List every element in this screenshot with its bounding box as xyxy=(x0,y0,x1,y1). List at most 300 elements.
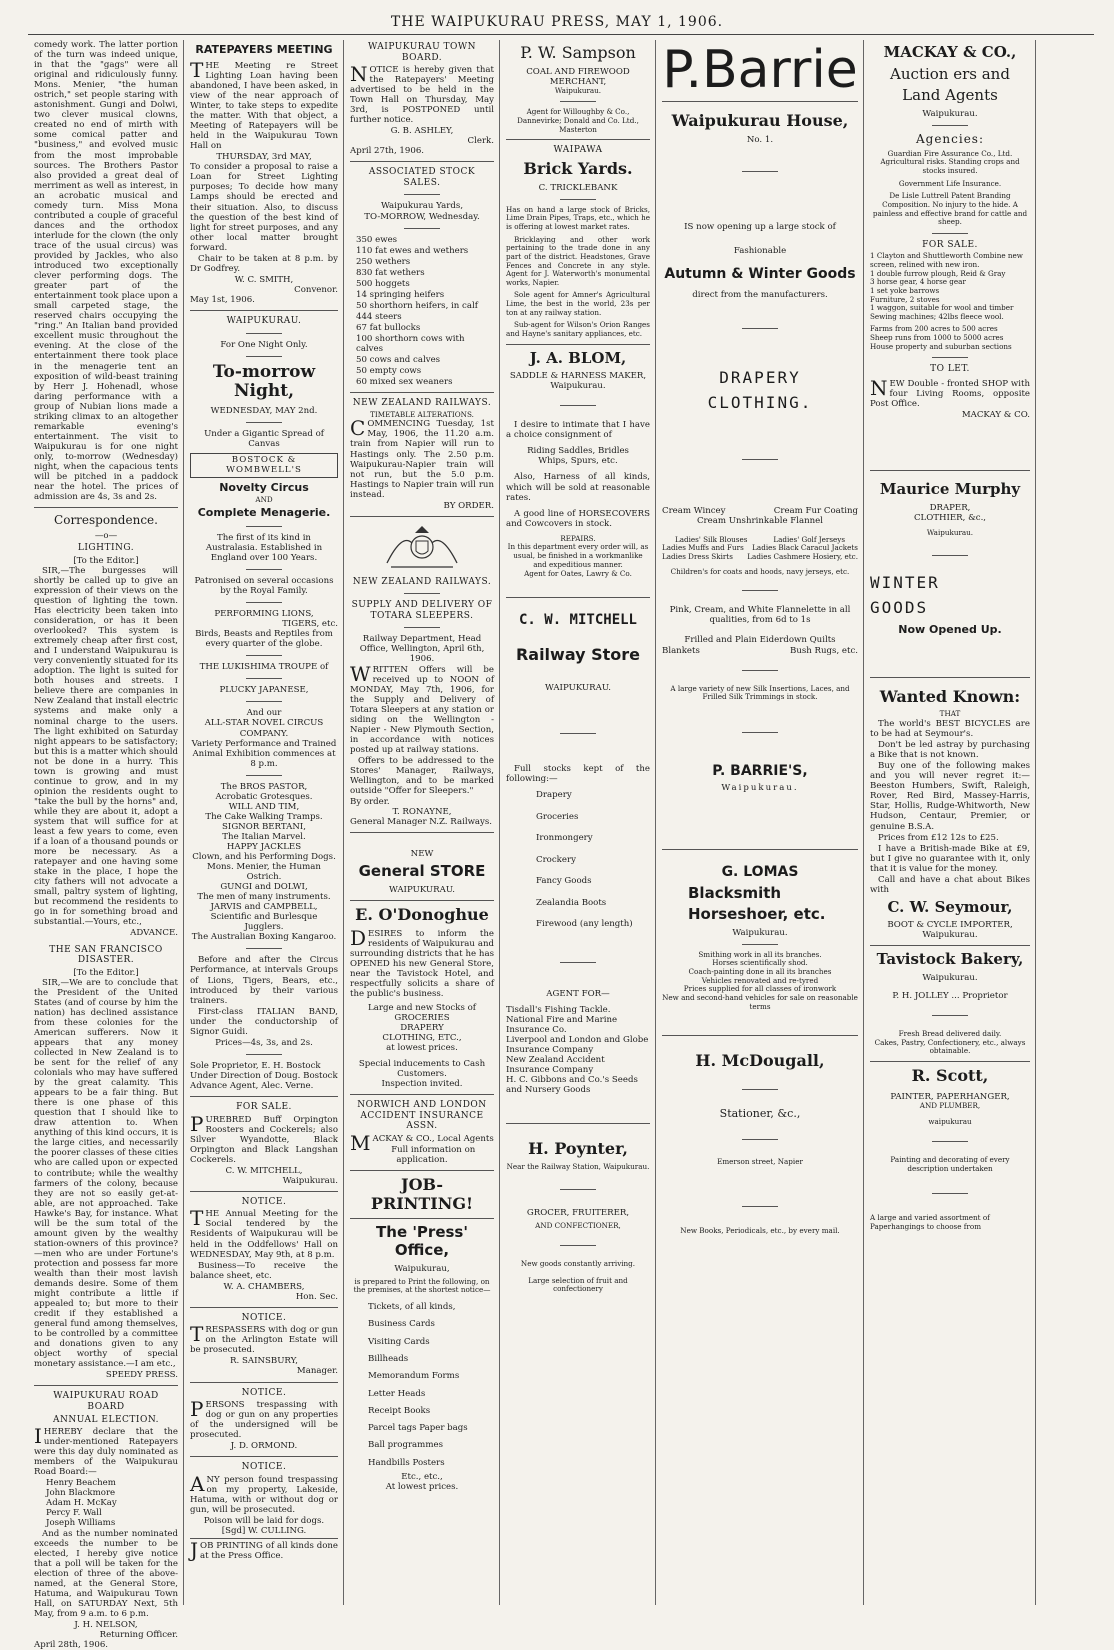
barrie-children: Children's for coats and hoods, navy jerseys, etc. xyxy=(670,566,850,576)
poynter-location: Near the Railway Station, Waipukurau. xyxy=(506,1161,650,1171)
road-date: April 28th, 1906. xyxy=(34,1640,109,1650)
act: Scientific and Burlesque Jugglers. xyxy=(210,912,318,933)
notice-2-heading: NOTICE. xyxy=(241,1312,287,1323)
column-6 xyxy=(866,40,1036,1605)
blom-town: Waipukurau. xyxy=(550,381,606,392)
press-item: Billheads xyxy=(368,1353,409,1364)
agent-items xyxy=(506,1005,650,1095)
waipawa-heading: WAIPAWA xyxy=(553,145,603,156)
ratepayers-chair: Chair to be taken at 8 p.m. by Dr Godfrey. xyxy=(190,253,338,274)
wanted-para: Don't be led astray by purchasing a Bike that is not known. xyxy=(870,740,1030,761)
stock-item: 50 shorthorn heifers, in calf xyxy=(356,300,478,311)
press-low: At lowest prices. xyxy=(385,1482,459,1493)
stock-item: 50 cows and calves xyxy=(356,355,441,366)
notice-4-poison: Poison will be laid for dogs. xyxy=(203,1515,325,1526)
murphy-town: Waipukurau. xyxy=(926,527,974,537)
lighting-signature: ADVANCE. xyxy=(130,928,178,939)
murphy-name: Maurice Murphy xyxy=(879,480,1021,499)
stock-item: 444 steers xyxy=(356,311,402,322)
notice-1-signature: W. A. CHAMBERS, xyxy=(223,1281,305,1292)
ratepayers-signature-title: Convenor. xyxy=(294,284,338,295)
act: The men of many instruments. xyxy=(197,892,331,903)
murphy-winter: WINTER xyxy=(870,573,940,593)
circus-troupe: THE LUKISHIMA TROUPE of xyxy=(199,662,329,673)
mitchell-item: Groceries xyxy=(536,811,579,822)
barries-town: Waipukurau. xyxy=(721,783,799,794)
circus-bostock: BOSTOCK & WOMBWELL'S xyxy=(190,453,338,477)
norwich-heading: NORWICH AND LONDON ACCIDENT INSURANCE ASSN. xyxy=(357,1100,487,1132)
to-editor: [To the Editor.] xyxy=(73,555,139,566)
town-board-body: NOTICE is hereby given that the Ratepayers' Meeting advertised to be held in the Town Hall on Thursday, May 3rd, is POSTPONED until further notice. xyxy=(350,62,494,126)
barrie-fashionable: Fashionable xyxy=(733,245,787,256)
mitchell-item: Firewood (any length) xyxy=(536,919,633,930)
mitchell-item: Zealandia Boots xyxy=(536,897,607,908)
stock-item: 67 fat bullocks xyxy=(356,322,421,333)
press-item: Visiting Cards xyxy=(368,1336,430,1347)
sale-signature-2: Waipukurau. xyxy=(282,1175,338,1186)
road-board-body: IHEREBY declare that the under-mentioned Ratepayers were this day duly nominated as members of the Waipukurau Road Board:— xyxy=(34,1424,178,1478)
sale-item: 1 Clayton and Shuttleworth Combine new screen, relined with new iron. xyxy=(870,251,1023,269)
press-item: Letter Heads xyxy=(368,1388,426,1399)
notice-1-body: THE Annual Meeting for the Social tendered by the Residents of Waipukurau will be held in the Oddfellows' Hall on WEDNESDAY, May 9th, at 8 p.m. xyxy=(190,1206,338,1260)
railways-order: BY ORDER. xyxy=(443,500,494,511)
notice-3-heading: NOTICE. xyxy=(241,1387,287,1398)
circus-allstar: ALL-STAR NOVEL CIRCUS COMPANY. xyxy=(204,718,324,739)
lomas-town: Waipukurau. xyxy=(732,927,788,938)
press-town: Waipukurau, xyxy=(394,1263,450,1274)
press-item: Handbills Posters xyxy=(368,1457,445,1468)
mcdougall-stationer: Stationer, &c., xyxy=(719,1106,801,1120)
barrie-direct: direct from the manufacturers. xyxy=(692,290,828,301)
column-5 xyxy=(658,40,864,1605)
tricklebank-body-3: Sole agent for Amner's Agricultural Lime, the best in the world, 23s per ton at any railway station. xyxy=(506,290,650,317)
lomas-item: Vehicles renovated and re-tyred xyxy=(701,975,819,985)
barrie-clothing: CLOTHING. xyxy=(707,393,813,412)
act: The BROS PASTOR, xyxy=(220,781,308,792)
stock-item: 60 mixed sex weaners xyxy=(356,377,453,388)
totara-by: By order. xyxy=(350,797,390,808)
tavistock-town: Waipukurau. xyxy=(922,973,978,984)
tricklebank-name: C. TRICKLEBANK xyxy=(538,182,618,193)
mackay-farms xyxy=(870,325,1030,351)
circus-lions: PERFORMING LIONS, xyxy=(214,609,314,620)
barrie-row-4 xyxy=(662,553,858,562)
railways-heading: NEW ZEALAND RAILWAYS. xyxy=(352,398,492,409)
mitchell-name: C. W. MITCHELL xyxy=(518,611,637,628)
circus-and: AND xyxy=(255,495,273,505)
blom-horsecovers: A good line of HORSECOVERS and Cowcovers in stock. xyxy=(506,508,650,529)
ratepayers-date: THURSDAY, 3rd MAY, xyxy=(216,152,312,163)
circus-band: First-class ITALIAN BAND, under the conductorship of Signor Guidi. xyxy=(190,1006,338,1037)
barrie-flannelette: Pink, Cream, and White Flannelette in all qualities, from 6d to 1s xyxy=(669,605,851,626)
stock-when: TO-MORROW, Wednesday. xyxy=(364,211,480,222)
nominee: Henry Beachem xyxy=(46,1478,116,1489)
scott-town: waipukurau xyxy=(928,1117,972,1127)
sampson-name: P. W. Sampson xyxy=(520,43,636,62)
circus-tomorrow: To-morrow Night, xyxy=(212,361,316,402)
tavistock-name: Tavistock Bakery, xyxy=(876,950,1024,969)
totara-dept: Railway Department, Head Office, Wellington, April 6th, 1906. xyxy=(359,634,485,665)
totara-signature-2: General Manager N.Z. Railways. xyxy=(350,817,493,828)
column-3 xyxy=(346,40,500,1605)
circus-birds: Birds, Beasts and Reptiles from every quarter of the globe. xyxy=(195,629,333,650)
blom-trade: SADDLE & HARNESS MAKER, xyxy=(509,371,647,382)
to-let-heading: TO LET. xyxy=(930,364,970,375)
farm-item: Sheep runs from 1000 to 5000 acres xyxy=(870,333,1004,343)
wanted-para: The world's BEST BICYCLES are to be had at Seymour's. xyxy=(870,719,1030,740)
press-items xyxy=(350,1299,494,1471)
agent-item: Liverpool and London and Globe Insurance Company xyxy=(506,1034,649,1055)
press-item: Memorandum Forms xyxy=(368,1371,460,1382)
mackay-agencies: Agencies: xyxy=(915,131,985,146)
barrie-eiderdown: Frilled and Plain Eiderdown Quilts xyxy=(684,635,836,646)
odonoghue-body: DESIRES to inform the residents of Waipukurau and surrounding districts that he has OPENED his new General Store, near the Tavistock Hotel, and respectfully solicits a share of the public's business. xyxy=(350,925,494,999)
sampson-town: Waipukurau. xyxy=(554,85,602,95)
notice-4-body: ANY person found trespassing on my property, Lakeside, Hatuma, with or without dog or gun, will be prosecuted. xyxy=(190,1471,338,1515)
barrie-wincey: Cream Wincey xyxy=(662,505,726,516)
circus-date: WEDNESDAY, MAY 2nd. xyxy=(210,406,318,417)
totara-body: WRITTEN Offers will be received up to NOON of MONDAY, May 7th, 1906, for the Supply and Delivery of Totara Sleepers at any station or siding on the Wellington - Napier - New Plymouth Section, in accordance with notices posted up at railway stations. xyxy=(350,661,494,755)
circus-plucky: PLUCKY JAPANESE, xyxy=(219,685,309,696)
lomas-item: Smithing work in all its branches. xyxy=(698,949,822,959)
murphy-draper: DRAPER, xyxy=(929,502,971,513)
act: SIGNOR BERTANI, xyxy=(222,821,306,832)
tavistock-cakes: Cakes, Pastry, Confectionery, etc., always obtainable. xyxy=(874,1037,1026,1056)
sale-item: 1 set yoke barrows xyxy=(870,285,940,295)
blom-agent: Agent for Oates, Lawry & Co. xyxy=(524,569,632,579)
circus-novelty: Novelty Circus xyxy=(219,480,309,494)
stock-list xyxy=(350,235,494,388)
blom-name: J. A. BLOM, xyxy=(529,348,627,367)
act: Acrobatic Grotesques. xyxy=(215,791,313,802)
barrie-cashmere: Ladies Cashmere Hosiery, etc. xyxy=(747,552,858,562)
barries-name: P. BARRIE'S, xyxy=(712,762,808,779)
totara-heading: SUPPLY AND DELIVERY OF TOTARA SLEEPERS. xyxy=(351,600,493,621)
notice-1-signature-2: Hon. Sec. xyxy=(295,1291,338,1302)
circus-one-night: For One Night Only. xyxy=(220,339,308,350)
lomas-item: Prices supplied for all classes of ironwork xyxy=(683,984,837,994)
agent-for: AGENT FOR— xyxy=(546,988,610,999)
barrie-caracul: Ladies Black Caracul Jackets xyxy=(752,543,858,553)
sale-item: 1 waggon, suitable for wool and timber xyxy=(870,303,1014,313)
mackay-town: Waipukurau. xyxy=(922,108,978,119)
sampson-agent: Agent for Willoughby & Co., Dannevirke; Donald and Co. Ltd., Masterton xyxy=(517,107,639,134)
wanted-para: I have a British-made Bike at £9, but I give no guarantee with it, only that it is value for the money. xyxy=(870,843,1030,874)
circus-prop: Sole Proprietor, E. H. Bostock xyxy=(190,1060,321,1071)
barrie-golf: Ladies' Golf Jerseys xyxy=(773,534,846,544)
road-signature: J. H. NELSON, xyxy=(74,1619,138,1630)
lomas-items xyxy=(662,951,858,1011)
barrie-logo: P.Barrie xyxy=(662,40,858,100)
barrie-autumn: Autumn & Winter Goods xyxy=(664,265,856,282)
brick-yards-heading: Brick Yards. xyxy=(523,158,633,178)
job-printing-notice: JOB PRINTING of all kinds done at the Press Office. xyxy=(190,1538,338,1563)
ratepayers-body: THE Meeting re Street Lighting Loan having been abandoned, I have been asked, in view of the near approach of Winter, to take steps to expedite the matter. With that object, a Meeting of Ratepayers will be held in the Waipukurau Town Hall on xyxy=(190,57,338,152)
seymour-name: C. W. Seymour, xyxy=(887,897,1013,916)
town-board-signature: G. B. ASHLEY, xyxy=(390,126,454,137)
farm-item: House property and suburban sections xyxy=(870,341,1012,351)
sampson-coal: COAL AND FIREWOOD xyxy=(526,66,630,77)
scott-assortment: A large and varied assortment of Paperhangings to choose from xyxy=(870,1213,990,1232)
barrie-flannel: Cream Unshrinkable Flannel xyxy=(696,515,824,526)
scott-name: R. Scott, xyxy=(911,1066,989,1086)
sale-item: Furniture, 2 stoves xyxy=(870,294,940,304)
norwich-body: MACKAY & CO., Local Agents xyxy=(350,1130,494,1155)
sale-item: 3 horse gear, 4 horse gear xyxy=(870,277,966,287)
notice-4-heading: NOTICE. xyxy=(241,1462,287,1473)
press-prep: is prepared to Print the following, on the premises, at the shortest notice— xyxy=(353,1276,491,1295)
mackay-govt: Government Life Insurance. xyxy=(898,178,1002,188)
circus-acts xyxy=(190,782,338,943)
stock-item: 110 fat ewes and wethers xyxy=(356,245,469,256)
ratepayers-heading: RATEPAYERS MEETING xyxy=(195,43,333,56)
mackay-land: Land Agents xyxy=(902,86,998,105)
mcdougall-books: New Books, Periodicals, etc., by every mail. xyxy=(680,1226,840,1236)
lomas-blacksmith: Blacksmith xyxy=(688,883,782,902)
mitchell-item: Crockery xyxy=(536,854,576,865)
odonoghue-name: E. O'Donoghue xyxy=(355,904,489,924)
circus-review: comedy work. The latter portion of the turn was indeed unique, in that the "gags" were all original and ridiculously funny. Mons. Menier, "the human ostrich," set people staring with astonishment. Gungi and Dolwi, two clever musical clowns, created no end of mirth with some comical patter and "business," and evolved music from the most improbable sources. The Brothers Pastor also provided a great deal of merriment as well as interest, in an acrobatic musical and comedy turn. Miss Mona contributed a couple of graceful dances and the orthodox interlude for the clown (the only trace of the usual circus) was provided by Jackles, who also introduced two exceptionally clever performing dogs. The greater part of the entertainment took place upon a small carpeted stage, the reserved chairs occupying the "ring." An Italian band provided excellent music throughout the evening. At the close of the entertainment there took place in the menagerie tent an exposition of wild-beast training by Herr J. Hohenadl, whose daring performance with a group of Nubian lions made a striking climax to an altogether remarkable evening's entertainment. The visit to Waipukurau is for one night only, to-morrow (Wednesday) night, when the capacious tents will be pitched in a paddock near the hotel. The prices of admission are 4s, 3s and 2s. xyxy=(34,40,178,503)
act: Mons. Menier, the Human Ostrich. xyxy=(207,862,321,883)
mitchell-item: Fancy Goods xyxy=(536,876,592,887)
agent-item: New Zealand Accident Insurance Company xyxy=(506,1054,605,1075)
stock-yards: Waipukurau Yards, xyxy=(380,201,464,212)
stock-item: 350 ewes xyxy=(356,234,398,245)
act: JARVIS and CAMPBELL, xyxy=(210,902,318,913)
wanted-para: Prices from £12 12s to £25. xyxy=(878,832,999,843)
stock-item: 100 shorthorn cows with calves xyxy=(356,334,465,355)
seymour-town: Waipukurau. xyxy=(922,930,978,941)
barrie-bush: Bush Rugs, etc. xyxy=(790,645,858,656)
wanted-that: THAT xyxy=(939,709,961,719)
sampson-merchant: MERCHANT, xyxy=(549,76,607,87)
barrie-blankets: Blankets xyxy=(662,645,700,656)
circus-first: The first of its kind in Australasia. Established in England over 100 Years. xyxy=(205,532,323,563)
notice-2-signature-2: Manager. xyxy=(296,1366,338,1377)
act: Clown, and his Performing Dogs. xyxy=(192,852,336,863)
act: The Italian Marvel. xyxy=(222,831,306,842)
circus-town: WAIPUKURAU. xyxy=(226,315,302,326)
town-board-heading: WAIPUKURAU TOWN BOARD. xyxy=(367,42,477,63)
totara-signature: T. RONAYNE, xyxy=(392,807,452,818)
notice-1-heading: NOTICE. xyxy=(241,1196,287,1207)
poynter-name: H. Poynter, xyxy=(528,1138,628,1158)
road-board-subheading: ANNUAL ELECTION. xyxy=(53,1414,159,1425)
sf-signature: SPEEDY PRESS. xyxy=(105,1370,178,1381)
notice-2-signature: R. SAINSBURY, xyxy=(230,1356,298,1367)
scott-painting: Painting and decorating of every description undertaken xyxy=(890,1155,1010,1173)
blom-body: I desire to intimate that I have a choice consignment of xyxy=(506,420,650,441)
barrie-skirts: Ladies Dress Skirts xyxy=(662,552,733,562)
blom-item: Whips, Spurs, etc. xyxy=(538,456,618,467)
odonoghue-item: DRAPERY xyxy=(400,1023,444,1034)
press-item: Business Cards xyxy=(368,1319,435,1330)
general-store-town: WAIPUKURAU. xyxy=(388,884,456,895)
agent-item: H. C. Gibbons and Co.'s Seeds and Nursery Goods xyxy=(506,1074,638,1095)
lomas-item: Horses scientifically shod. xyxy=(712,958,808,968)
poynter-trade: GROCER, FRUITERER, xyxy=(526,1208,630,1219)
barrie-row-1 xyxy=(662,506,858,516)
poynter-selection: Large selection of fruit and confectionery xyxy=(528,1275,628,1294)
tricklebank-body-2: Bricklaying and other work pertaining to the trade done in any part of the district. Headstones, Grave Fences and Concrete in any style. Agent for J. Waterworth's monumental works, Napier. xyxy=(506,234,650,287)
press-item: Tickets, of all kinds, xyxy=(368,1301,456,1312)
seymour-trade: BOOT & CYCLE IMPORTER, xyxy=(887,920,1013,931)
stock-item: 830 fat wethers xyxy=(356,267,425,278)
ratepayers-body-2: To consider a proposal to raise a Loan for Street Lighting purposes; To decide how many Lamps should be erected and their situation. Also, to discuss the question of the best kind of light for street purposes, and any other local matter brought forward. xyxy=(190,162,338,253)
nominee: Joseph Williams xyxy=(46,1518,116,1529)
notice-3-body: PERSONS trespassing with dog or gun on any properties of the undersigned will be prosecuted. xyxy=(190,1397,338,1441)
stock-item: 14 springing heifers xyxy=(356,289,445,300)
mitchell-items xyxy=(506,785,650,935)
barrie-silk-blouses: Ladies' Silk Blouses xyxy=(674,534,748,544)
railways-2-heading: NEW ZEALAND RAILWAYS. xyxy=(352,576,492,587)
press-item: Receipt Books xyxy=(368,1405,431,1416)
act: HAPPY JACKLES xyxy=(226,841,302,852)
agent-item: Tisdall's Fishing Tackle. xyxy=(506,1004,611,1015)
masthead-rule xyxy=(28,34,1094,35)
poynter-trade-2: AND CONFECTIONER, xyxy=(535,1221,621,1231)
mitchell-town: WAIPUKURAU. xyxy=(544,682,612,693)
barrie-drapery: DRAPERY xyxy=(719,368,801,388)
column-4 xyxy=(502,40,656,1605)
circus-canvas: Under a Gigantic Spread of Canvas xyxy=(204,429,324,450)
road-board-heading: WAIPUKURAU ROAD BOARD xyxy=(53,1391,159,1412)
odonoghue-low: at lowest prices. xyxy=(386,1043,458,1054)
sale-signature: C. W. MITCHELL, xyxy=(225,1165,303,1176)
circus-patron: Patronised on several occasions by the Royal Family. xyxy=(194,576,334,597)
town-board-signature-2: Clerk. xyxy=(467,136,494,147)
lighting-letter: SIR,—The burgesses will shortly be called up to give an expression of their views on the question of lighting the town. Has electricity been taken into consideration, or has it been overlooked? This system is extremely cheap after first cost, and I understand Waipukurau is very conveniently situated for its adoption. The light is suited for both houses and streets. I believe there are companies in New Zealand that install electric systems and make only a nominal charge to the users. The light exhibited on Saturday night appears to be satisfactory; but this is a matter which should not be done in a hurry. This town is growing and must continue to grow, and in my opinion the residents ought to "take the bull by the horns" and, while they are about it, adopt a system that will suffice for at least a few years to come, even if a loan of a thousand pounds or more be necessary. As a ratepayer and one having some stake in the place, I hope the city fathers will not advocate a small, paltry system of lighting, but recommend the residents to go in for something broad and substantial.—Yours, etc., xyxy=(34,565,178,928)
to-editor-2: [To the Editor.] xyxy=(73,967,139,978)
lomas-item: New and second-hand vehicles for sale on reasonable terms xyxy=(662,992,858,1011)
mitchell-item: Ironmongery xyxy=(536,833,593,844)
odonoghue-special: Special inducements to Cash Customers. xyxy=(358,1059,486,1080)
circus-direction: Under Direction of Doug. Bostock xyxy=(190,1070,338,1081)
lomas-horseshoer: Horseshoer, etc. xyxy=(688,905,826,924)
sale-heading: FOR SALE. xyxy=(236,1102,292,1112)
blom-harness: Also, Harness of all kinds, which will be sold at reasonable rates. xyxy=(506,472,650,503)
railways-body: COMMENCING Tuesday, 1st May, 1906, the 11.20 a.m. train from Napier will run to Hastings only. The 2.50 p.m. Waipukurau-Napier train will not run, but the 5.0 p.m. Hastings to Napier train will run instead. xyxy=(350,416,494,500)
barrie-no: No. 1. xyxy=(746,134,774,145)
stock-item: 250 wethers xyxy=(356,256,411,267)
masthead: THE WAIPUKURAU PRESS, MAY 1, 1906. xyxy=(390,14,724,30)
circus-menagerie: Complete Menagerie. xyxy=(197,506,331,520)
murphy-clothier: CLOTHIER, &c., xyxy=(913,512,987,523)
repairs-heading: REPAIRS. xyxy=(560,533,596,543)
mcdougall-name: H. McDougall, xyxy=(695,1051,825,1071)
circus-advance: Advance Agent, Alec. Verne. xyxy=(190,1080,314,1091)
stock-item: 50 empty cows xyxy=(356,366,422,377)
nominee: John Blackmore xyxy=(46,1488,116,1499)
sale-item: 1 double furrow plough, Reid & Gray xyxy=(870,268,1006,278)
road-board-body-2: And as the number nominated exceeds the number to be elected, I hereby give notice that a poll will be taken for the election of three of the above-named, at the General Store, Hatuma, and Waipukurau Town Hall, on SATURDAY Next, 5th May, from 9 a.m. to 6 p.m. xyxy=(34,1528,178,1619)
tricklebank-body: Has on hand a large stock of Bricks, Lime Drain Pipes, Traps, etc., which he is offering at lowest market rates. xyxy=(506,204,650,231)
act: The Cake Walking Tramps. xyxy=(205,811,323,822)
lomas-item: Coach-painting done in all its branches xyxy=(688,967,832,977)
totara-body-2: Offers to be addressed to the Stores' Manager, Railways, Wellington, and to be marked outside "Offer for Sleepers." xyxy=(350,755,494,797)
norwich-info: Full information on application. xyxy=(391,1144,476,1165)
to-let-signature: MACKAY & CO. xyxy=(961,410,1030,421)
circus-tigers: TIGERS, etc. xyxy=(282,619,338,630)
mackay-auction: Auction ers and xyxy=(890,64,1010,83)
scott-trade: PAINTER, PAPERHANGER, xyxy=(890,1091,1010,1102)
wanted-known: Wanted Known: xyxy=(879,686,1021,706)
press-item: Ball programmes xyxy=(368,1440,443,1451)
mackay-guardian: Guardian Fire Assurance Co., Ltd. Agricultural risks. Standing crops and stocks insured. xyxy=(880,148,1020,175)
wanted-para: Buy one of the following makes and you will never regret it:— Beeston Humbers, Swift, Raleigh, Rover, Red Bird, Massey-Harris, Star, Hollis, Rudge-Whitworth, New Hudson, Centaur, Premier, or genuine B.S.A. xyxy=(870,761,1030,832)
odonoghue-item: GROCERIES xyxy=(394,1012,450,1023)
sale-item: Sewing machines; 42lbs fleece wool. xyxy=(870,311,1004,321)
nominee-list xyxy=(34,1478,178,1528)
mitchell-full-stocks: Full stocks kept of the following:— xyxy=(506,764,650,785)
coat-of-arms-icon xyxy=(377,523,467,571)
mackay-name: MACKAY & CO., xyxy=(883,43,1017,61)
sf-heading: THE SAN FRANCISCO DISASTER. xyxy=(49,944,163,966)
new-label: NEW xyxy=(410,849,434,860)
mackay-sale-items xyxy=(870,252,1030,321)
ratepayers-dated: May 1st, 1906. xyxy=(190,294,255,305)
circus-variety: Variety Performance and Trained Animal Exhibition commences at 8 p.m. xyxy=(191,738,337,769)
notice-2-body: TRESPASSERS with dog or gun on the Arlington Estate will be prosecuted. xyxy=(190,1322,338,1356)
sf-letter: SIR,—We are to conclude that the President of the United States (and of course by him the nation) has declined assistance from these colonies for the American sufferers. Now it appears that any money collected in New Zealand is to be sent for the relief of any colonials who may have suffered by the great calamity. This appears to be a fair thing. But there is one phase of this question that I should like to draw attention to. When anything of this kind occurs, it is the large cities, and necessarily the poorer classes of these cities who are called upon or expected to contribute; while the wealthy farmers of the colony, because they are not so easily get-at-able, are not approached. Take Hawke's Bay, for instance. What will be the sum total of the amount given by the wealthy station-owners of this province?—men who are under Fortune's protection and possess far more wealth than their most lavish demands desire. Some of them might contribute a little if appealed to; but more to their credit if they established a general fund among themselves, to be controlled by a committee and donations given to any object worthy of special monetary assistance.—I am etc., xyxy=(34,977,178,1370)
to-let-body: NEW Double - fronted SHOP with four Living Rooms, opposite Post Office. xyxy=(870,375,1030,410)
notice-3-signature: J. D. ORMOND. xyxy=(230,1441,298,1452)
farm-item: Farms from 200 acres to 500 acres xyxy=(870,324,998,334)
road-signature-title: Returning Officer. xyxy=(99,1629,178,1640)
tricklebank-body-4: Sub-agent for Wilson's Orion Ranges and Hayne's sanitary appliances, etc. xyxy=(506,320,650,338)
town-board-date: April 27th, 1906. xyxy=(350,146,425,157)
barrie-fur: Cream Fur Coating xyxy=(773,505,858,516)
column-1 xyxy=(30,40,184,1650)
nominee: Percy F. Wall xyxy=(46,1508,102,1519)
separator: —o— xyxy=(94,531,118,542)
odonoghue-inspect: Inspection invited. xyxy=(381,1079,463,1090)
sale-body: PUREBRED Buff Orpington Roosters and Cockerels; also Silver Wyandotte, Black Orpington and Black Langshan Cockerels. xyxy=(190,1111,338,1165)
column-2 xyxy=(186,40,344,1605)
odonoghue-stock: Large and new Stocks of xyxy=(368,1002,476,1013)
mackay-delisle: De Lisle Luttrell Patent Branding Composition. No injury to the hide. A painless and effective brand for cattle and sheep. xyxy=(872,191,1028,227)
notice-1-business: Business—To receive the balance sheet, etc. xyxy=(190,1260,338,1281)
scott-trade-2: AND PLUMBER, xyxy=(919,1100,981,1110)
railway-store: Railway Store xyxy=(515,645,641,665)
tavistock-bread: Fresh Bread delivered daily. xyxy=(898,1029,1002,1039)
act: The Australian Boxing Kangaroo. xyxy=(191,932,337,943)
murphy-opened: Now Opened Up. xyxy=(898,622,1002,636)
press-office: The 'Press' Office, xyxy=(376,1223,468,1259)
barrie-silk-insertions: A large variety of new Silk Insertions, Laces, and Frilled Silk Trimmings in stock. xyxy=(670,683,850,702)
act: WILL AND TIM, xyxy=(228,801,300,812)
circus-before: Before and after the Circus Performance, at intervals Groups of Lions, Tigers, Bears, etc., introduced by their various trainers. xyxy=(190,955,338,1006)
railways-alterations: TIMETABLE ALTERATIONS. xyxy=(370,409,474,419)
job-printing-heading: JOB-PRINTING! xyxy=(370,1175,474,1213)
press-item: Parcel tags Paper bags xyxy=(368,1423,468,1434)
barrie-muffs: Ladies Muffs and Furs xyxy=(662,543,744,553)
barrie-house: Waipukurau House, xyxy=(671,111,849,130)
stock-sales-heading: ASSOCIATED STOCK SALES. xyxy=(368,167,476,188)
barrie-opening: IS now opening up a large stock of xyxy=(684,221,836,232)
tavistock-proprietor: P. H. JOLLEY ... Proprietor xyxy=(892,991,1008,1002)
mitchell-item: Drapery xyxy=(536,790,572,801)
murphy-goods: GOODS xyxy=(870,598,929,618)
mcdougall-address: Emerson street, Napier xyxy=(717,1156,803,1166)
lomas-name: G. LOMAS xyxy=(721,864,799,881)
repairs-body: In this department every order will, as usual, be finished in a workmanlike and expeditious manner. xyxy=(507,542,649,569)
mackay-for-sale: FOR SALE. xyxy=(922,239,978,250)
general-store-heading: General STORE xyxy=(358,862,486,881)
press-etc: Etc., etc., xyxy=(401,1472,443,1483)
stock-item: 500 hoggets xyxy=(356,278,410,289)
ratepayers-signature: W. C. SMITH, xyxy=(234,274,294,285)
